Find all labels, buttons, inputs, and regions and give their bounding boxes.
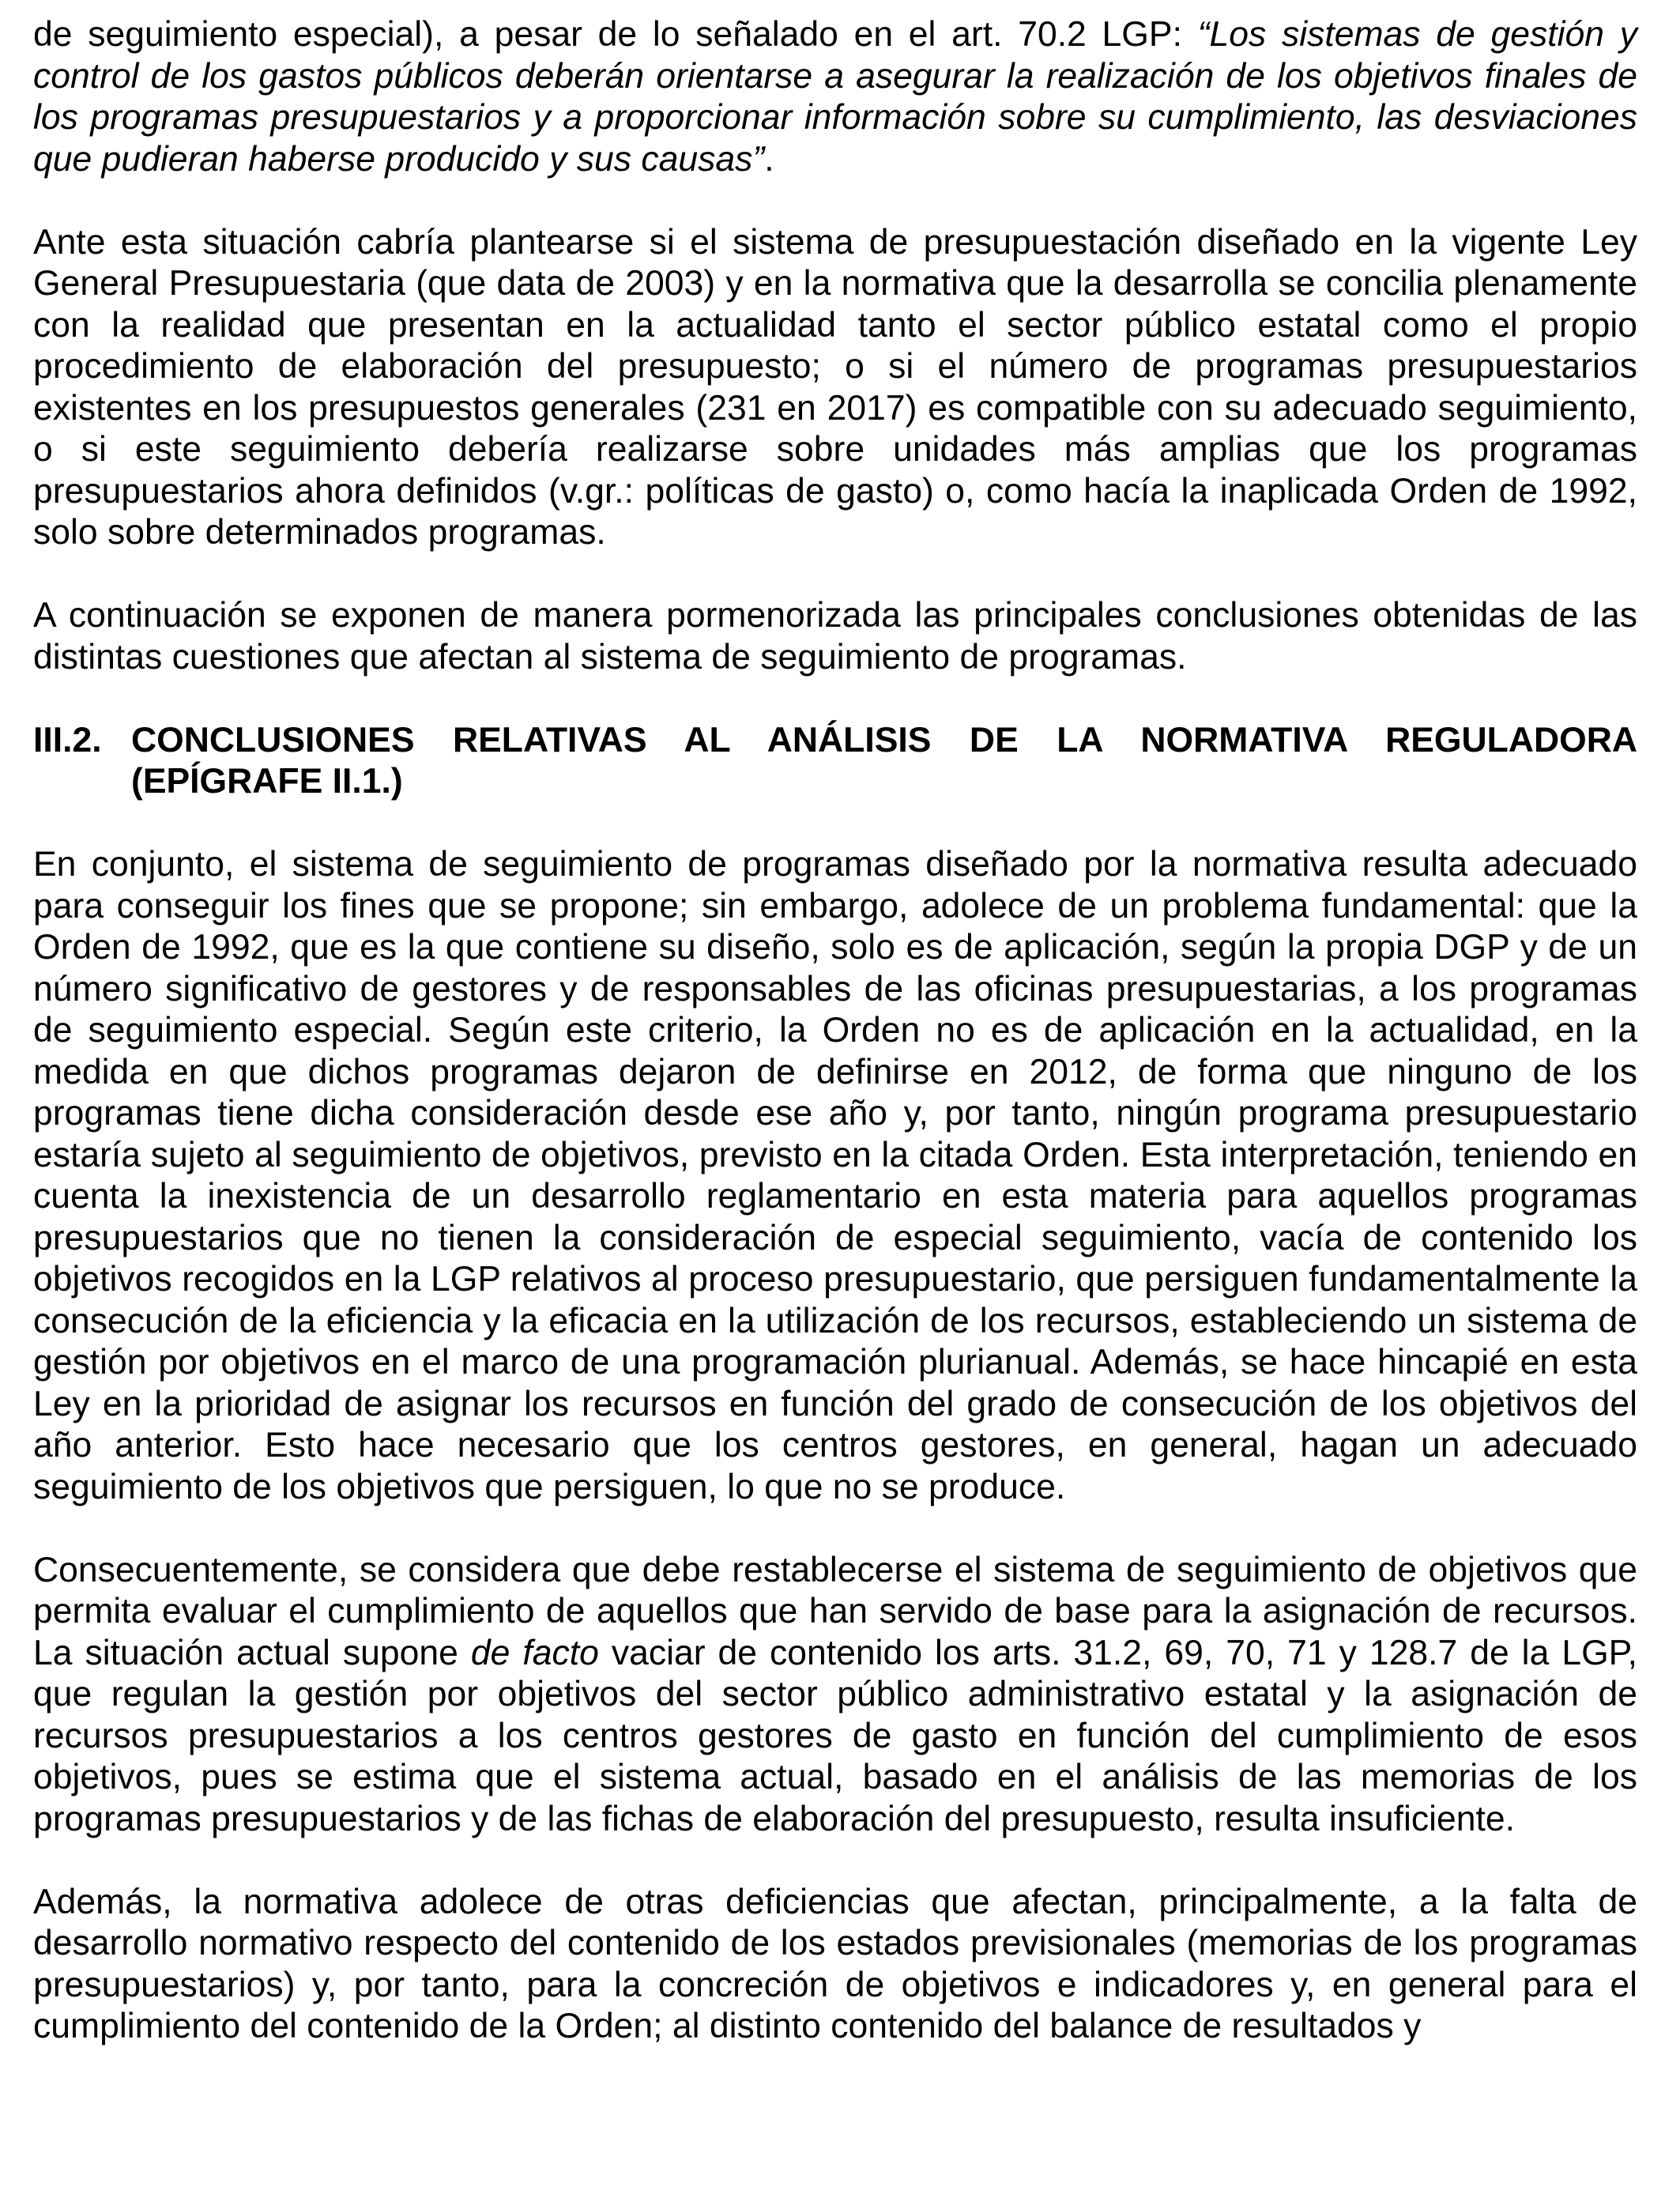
section-number: III.2.: [33, 720, 102, 760]
paragraph-text: .: [764, 139, 774, 179]
legal-quote: “Los sistemas de gestión y control de los gastos públicos deberán orientarse a asegurar la realización de los objetivos finales de los programas presupuestarios y a proporcionar información sobre su cumplimiento, las desviaciones que pudieran haberse producido y sus causas”: [33, 15, 1637, 179]
paragraph-text: Consecuentemente, se considera que debe restablecerse el sistema de seguimiento de objetivos que permita evaluar el cumplimiento de aquellos que han servido de base para la asignación de recursos. La situación actual supone: [33, 1550, 1637, 1672]
italic-term: de facto: [470, 1633, 599, 1672]
paragraph-text: de seguimiento especial), a pesar de lo señalado en el art. 70.2 LGP:: [33, 15, 1198, 54]
section-heading: [33, 720, 1637, 803]
paragraph-text: vaciar de contenido los arts. 31.2, 69, 70, 71 y 128.7 de la LGP, que regulan la gestión por objetivos del sector público administrativo estatal y la asignación de recursos presupuestarios a los centros gestores de gasto en función del cumplimiento de esos objetivos, pues se estima que el sistema actual, basado en el análisis de las memorias de los programas presupuestarios y de las fichas de elaboración del presupuesto, resulta insuficiente.: [33, 1633, 1637, 1838]
document-page: [33, 14, 1637, 2048]
paragraph-deficiencies: Además, la normativa adolece de otras deficiencias que afectan, principalmente, a la falta de desarrollo normativo respecto del contenido de los estados previsionales (memorias de los programas presupuestarios) y, por tanto, para la concreción de objetivos e indicadores y, en general para el cumplimiento del contenido de la Orden; al distinto contenido del balance de resultados y: [33, 1882, 1637, 2045]
paragraph-continuation: [33, 14, 1637, 180]
paragraph-consequently: [33, 1550, 1637, 1841]
paragraph-situation: Ante esta situación cabría plantearse si el sistema de presupuestación diseñado en la vigente Ley General Presupuestaria (que data de 2003) y en la normativa que la desarrolla se concilia plenamente con la realidad que presentan en la actualidad tanto el sector público estatal como el propio procedimiento de elaboración del presupuesto; o si el número de programas presupuestarios existentes en los presupuestos generales (231 en 2017) es compatible con su adecuado seguimiento, o si este seguimiento debería realizarse sobre unidades más amplias que los programas presupuestarios ahora definidos (v.gr.: políticas de gasto) o, como hacía la inaplicada Orden de 1992, solo sobre determinados programas.: [33, 222, 1637, 552]
paragraph-overall-assessment: En conjunto, el sistema de seguimiento de programas diseñado por la normativa resulta adecuado para conseguir los fines que se propone; sin embargo, adolece de un problema fundamental: que la Orden de 1992, que es la que contiene su diseño, solo es de aplicación, según la propia DGP y de un número significativo de gestores y de responsables de las oficinas presupuestarias, a los programas de seguimiento especial. Según este criterio, la Orden no es de aplicación en la actualidad, en la medida en que dichos programas dejaron de definirse en 2012, de forma que ninguno de los programas tiene dicha consideración desde ese año y, por tanto, ningún programa presupuestario estaría sujeto al seguimiento de objetivos, previsto en la citada Orden. Esta interpretación, teniendo en cuenta la inexistencia de un desarrollo reglamentario en esta materia para aquellos programas presupuestarios que no tienen la consideración de especial seguimiento, vacía de contenido los objetivos recogidos en la LGP relativos al proceso presupuestario, que persiguen fundamentalmente la consecución de la eficiencia y la eficacia en la utilización de los recursos, estableciendo un sistema de gestión por objetivos en el marco de una programación plurianual. Además, se hace hincapié en esta Ley en la prioridad de asignar los recursos en función del grado de consecución de los objetivos del año anterior. Esto hace necesario que los centros gestores, en general, hagan un adecuado seguimiento de los objetivos que persiguen, lo que no se produce.: [33, 845, 1637, 1506]
paragraph-intro-conclusions: A continuación se exponen de manera pormenorizada las principales conclusiones obtenidas de las distintas cuestiones que afectan al sistema de seguimiento de programas.: [33, 596, 1637, 677]
section-title: CONCLUSIONES RELATIVAS AL ANÁLISIS DE LA NORMATIVA REGULADORA (EPÍGRAFE II.1.): [131, 720, 1637, 801]
